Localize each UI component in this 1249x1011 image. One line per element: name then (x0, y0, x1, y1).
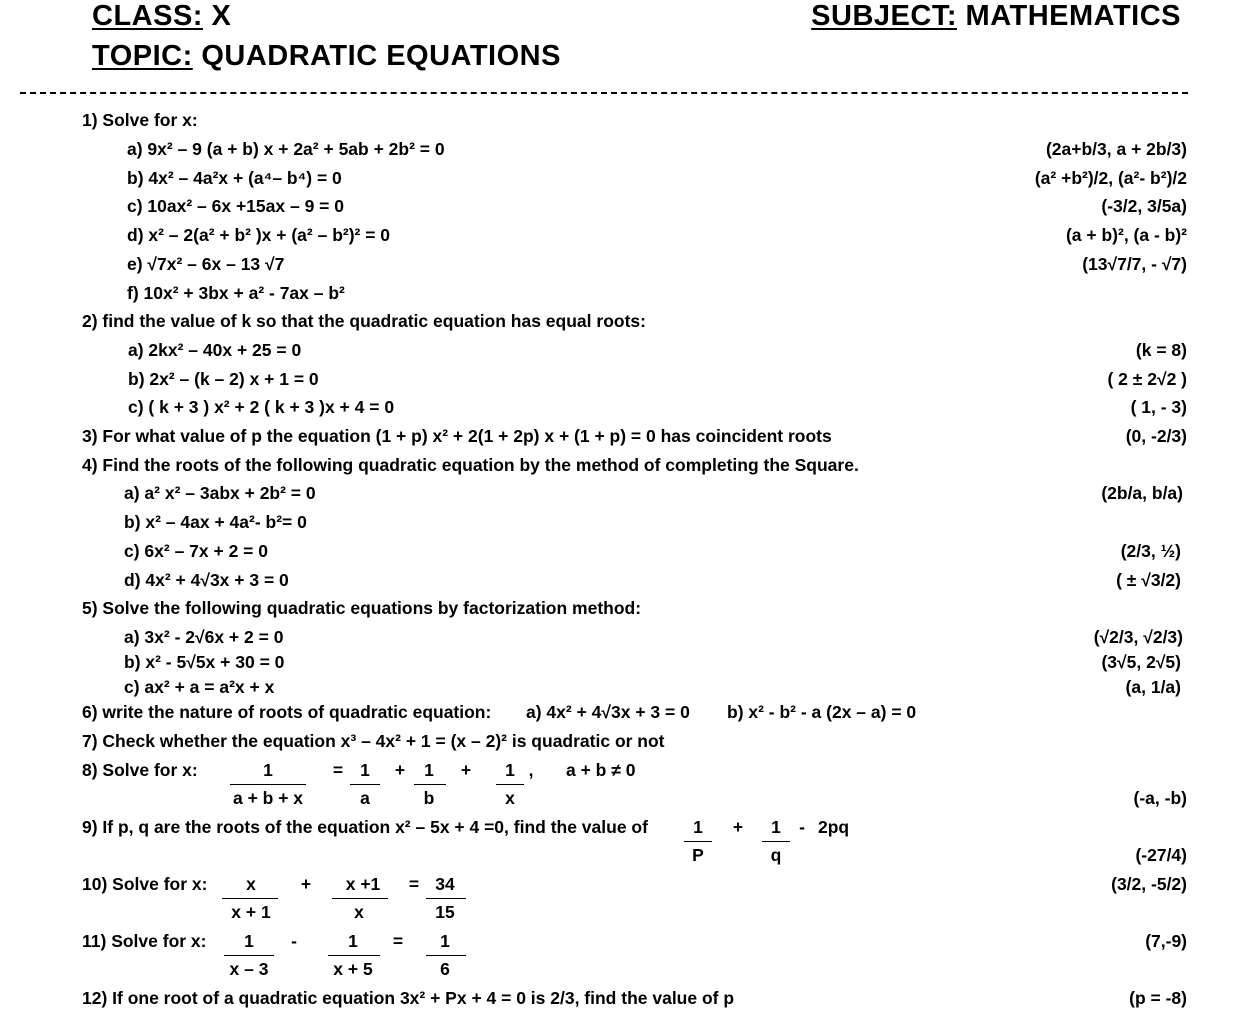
q10-label: 10) Solve for x: (82, 874, 208, 894)
q10-den-2: x (354, 902, 364, 922)
q9-plus: + (732, 817, 744, 837)
q8-num-2: 1 (360, 760, 370, 780)
q1-b: b) 4x² – 4a²x + (a⁴– b⁴) = 0 (127, 168, 342, 188)
topic-value: QUADRATIC EQUATIONS (201, 40, 561, 72)
q9-fraction-bar-2 (762, 841, 790, 842)
q8-equals: = (332, 760, 344, 780)
q1-f: f) 10x² + 3bx + a² - 7ax – b² (127, 283, 345, 303)
q11-fraction-bar-1 (224, 955, 274, 956)
q5-b-answer: (3√5, 2√5) (1101, 652, 1181, 672)
q8-den-4: x (505, 788, 515, 808)
q2-a-answer: (k = 8) (1135, 340, 1187, 360)
q4-a-answer: (2b/a, b/a) (1101, 483, 1183, 503)
subject-heading (811, 0, 1181, 33)
q11-den-1: x – 3 (229, 959, 269, 979)
q8-num-3: 1 (424, 760, 434, 780)
q9-den-2: q (770, 845, 782, 865)
q1-d-answer: (a + b)², (a - b)² (1065, 225, 1187, 245)
topic-heading (92, 40, 561, 73)
q1-e: e) √7x² – 6x – 13 √7 (127, 254, 285, 274)
q2-title: 2) find the value of k so that the quadratic equation has equal roots: (82, 311, 646, 331)
q2-c-answer: ( 1, - 3) (1130, 397, 1187, 417)
q3-text: 3) For what value of p the equation (1 + p) x² + 2(1 + 2p) x + (1 + p) = 0 has coincident roots (82, 426, 832, 446)
q11-fraction-bar-3 (426, 955, 466, 956)
q9-fraction-bar-1 (684, 841, 712, 842)
q4-d-answer: ( ± √3/2) (1116, 570, 1181, 590)
q4-d: d) 4x² + 4√3x + 3 = 0 (124, 570, 289, 590)
q1-c: c) 10ax² – 6x +15ax – 9 = 0 (127, 196, 344, 216)
q11-num-2: 1 (348, 931, 358, 951)
q8-den-3: b (423, 788, 435, 808)
class-heading (92, 0, 231, 33)
dashed-separator (20, 92, 1188, 94)
q8-den-2: a (360, 788, 370, 808)
q9-num-1: 1 (693, 817, 703, 837)
subject-value: MATHEMATICS (965, 0, 1181, 32)
q5-a-answer: (√2/3, √2/3) (1093, 627, 1183, 647)
q8-den-1: a + b + x (232, 788, 304, 808)
subject-label: SUBJECT: (811, 0, 957, 32)
q2-a: a) 2kx² – 40x + 25 = 0 (128, 340, 302, 360)
q8-answer: (-a, -b) (1133, 788, 1187, 808)
q4-b: b) x² – 4ax + 4a²- b²= 0 (124, 512, 307, 532)
q10-num-2: x +1 (345, 874, 381, 894)
q10-equals: = (408, 874, 420, 894)
q9-text: 9) If p, q are the roots of the equation x² – 5x + 4 =0, find the value of (82, 817, 648, 837)
q9-num-2: 1 (771, 817, 781, 837)
q11-label: 11) Solve for x: (82, 931, 207, 951)
q1-title: 1) Solve for x: (82, 110, 198, 130)
q10-fraction-bar-2 (332, 898, 388, 899)
q12-answer: (p = -8) (1129, 988, 1187, 1008)
q8-num-1: 1 (263, 760, 273, 780)
q4-c: c) 6x² – 7x + 2 = 0 (124, 541, 268, 561)
q8-num-4: 1 (505, 760, 515, 780)
q10-fraction-bar-3 (426, 898, 466, 899)
q5-title: 5) Solve the following quadratic equations by factorization method: (82, 598, 642, 618)
q10-plus: + (300, 874, 312, 894)
q11-den-2: x + 5 (333, 959, 373, 979)
class-label: CLASS: (92, 0, 203, 32)
q8-plus-2: + (460, 760, 472, 780)
q5-b: b) x² - 5√5x + 30 = 0 (124, 652, 285, 672)
q4-a: a) a² x² – 3abx + 2b² = 0 (124, 483, 316, 503)
q3-answer: (0, -2/3) (1125, 426, 1187, 446)
q8-label: 8) Solve for x: (82, 760, 198, 780)
q1-a-answer: (2a+b/3, a + 2b/3) (1045, 139, 1187, 159)
q10-den-3: 15 (435, 902, 455, 922)
q11-den-3: 6 (440, 959, 450, 979)
q4-title: 4) Find the roots of the following quadratic equation by the method of completing the Square. (82, 455, 859, 475)
q11-num-1: 1 (244, 931, 254, 951)
q4-c-answer: (2/3, ½) (1120, 541, 1181, 561)
q11-answer: (7,-9) (1145, 931, 1187, 951)
q2-b-answer: ( 2 ± 2√2 ) (1107, 369, 1187, 389)
q8-fraction-bar-2 (350, 784, 380, 785)
q10-fraction-bar-1 (222, 898, 278, 899)
q11-fraction-bar-2 (328, 955, 380, 956)
q9-den-1: P (692, 845, 704, 865)
q9-tail: 2pq (818, 817, 850, 837)
q6-text: 6) write the nature of roots of quadratic equation: (82, 702, 492, 722)
q10-den-1: x + 1 (231, 902, 271, 922)
q5-c: c) ax² + a = a²x + x (124, 677, 275, 697)
q1-a: a) 9x² – 9 (a + b) x + 2a² + 5ab + 2b² = 0 (127, 139, 445, 159)
q9-minus: - (799, 817, 805, 837)
q1-d: d) x² – 2(a² + b² )x + (a² – b²)² = 0 (127, 225, 391, 245)
q8-condition: a + b ≠ 0 (566, 760, 636, 780)
q12-text: 12) If one root of a quadratic equation 3x² + Px + 4 = 0 is 2/3, find the value of p (82, 988, 735, 1008)
topic-label: TOPIC: (92, 40, 193, 72)
q5-c-answer: (a, 1/a) (1125, 677, 1181, 697)
q11-equals: = (392, 931, 404, 951)
q8-fraction-bar-4 (496, 784, 524, 785)
q10-answer: (3/2, -5/2) (1111, 874, 1187, 894)
q1-c-answer: (-3/2, 3/5a) (1101, 196, 1187, 216)
q6-b: b) x² - b² - a (2x – a) = 0 (727, 702, 917, 722)
q8-fraction-bar-3 (414, 784, 446, 785)
q1-b-answer: (a² +b²)/2, (a²- b²)/2 (1034, 168, 1187, 188)
q9-answer: (-27/4) (1135, 845, 1187, 865)
class-value: X (211, 0, 232, 32)
q8-fraction-bar-1 (230, 784, 306, 785)
q6-a: a) 4x² + 4√3x + 3 = 0 (526, 702, 690, 722)
q8-plus-1: + (394, 760, 406, 780)
q10-num-3: 34 (435, 874, 455, 894)
q2-b: b) 2x² – (k – 2) x + 1 = 0 (128, 369, 319, 389)
q7-text: 7) Check whether the equation x³ – 4x² + 1 = (x – 2)² is quadratic or not (82, 731, 665, 751)
q11-minus: - (291, 931, 297, 951)
q5-a: a) 3x² - 2√6x + 2 = 0 (124, 627, 284, 647)
q10-num-1: x (246, 874, 256, 894)
q2-c: c) ( k + 3 ) x² + 2 ( k + 3 )x + 4 = 0 (128, 397, 395, 417)
q1-e-answer: (13√7/7, - √7) (1082, 254, 1187, 274)
q11-num-3: 1 (440, 931, 450, 951)
q8-comma: , (528, 760, 534, 780)
